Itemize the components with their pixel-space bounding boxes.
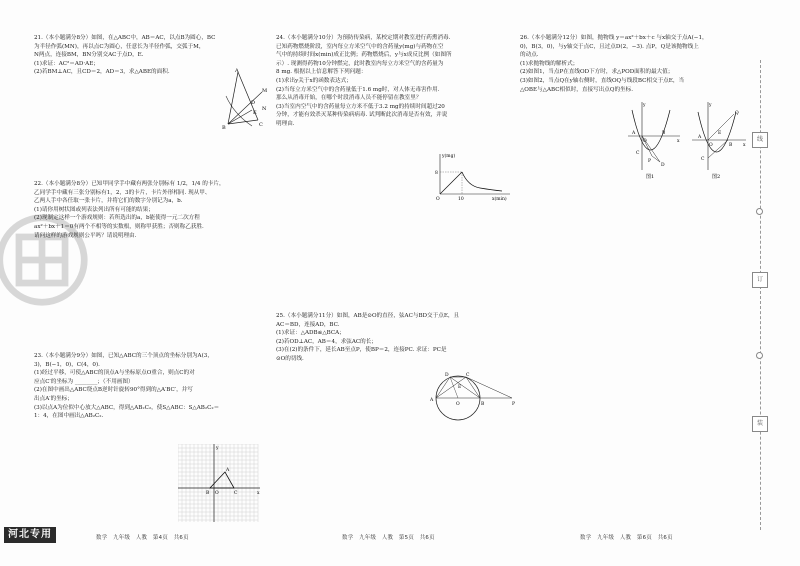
binding-dashed-line: [760, 60, 761, 530]
q26-f1-label: D: [661, 163, 665, 168]
q26-fig2-caption: 图2: [712, 174, 721, 180]
q21-line: 21.（本小题满分8分）如图，在△ABC中，AB＝AC，以点B为圆心，BC: [34, 35, 216, 41]
q26-f1-label: P: [648, 159, 652, 164]
q23-line: (2)在图中画出△ABC绕点B逆时针旋转90°得到的△A′BC′，并写: [34, 387, 193, 394]
q23-label: B: [206, 491, 210, 496]
q21-label: M: [262, 88, 268, 94]
q21-figure: [222, 66, 270, 132]
q26-figure-1: [626, 100, 682, 180]
q24-line: 气中的持续时间x(min)成正比例；药物燃烧后，y与x成反比例（如图所: [276, 52, 452, 59]
q24-line: 分钟，才能有效杀灭某种传染病病毒. 试判断此次消毒是否有效，并说: [276, 112, 448, 119]
q25-label: A: [430, 398, 434, 403]
q23-line: 3)，B(−1，0)，C(4，0).: [34, 361, 100, 368]
binding-mark: 线: [752, 132, 768, 148]
q26-f1-label: A: [632, 131, 636, 136]
q23-line: (1)经过平移，可使△ABC的顶点A与坐标原点O重合，则点C的对: [34, 370, 195, 377]
q24-line: 那么从消毒开始，在哪个时段消毒人员不能停留在教室里？: [276, 95, 422, 102]
q23-line: 应点C′的坐标为 ________；（不用画图）: [34, 378, 134, 385]
q26-f2-label: A: [698, 135, 702, 140]
question-24: [276, 34, 514, 129]
q22-line: 乙两人手中各任取一张卡片，并将它们的数字分别记为a，b.: [34, 198, 183, 205]
question-22: [34, 180, 266, 240]
q24-label: y(mg): [442, 154, 456, 159]
q21-line: 为半径作弧(MN)，再以点C为圆心，任意长为半径作弧，交弧于M，: [34, 43, 205, 50]
q25-label: P: [512, 402, 516, 407]
q23-label: O: [215, 491, 219, 496]
q21-line: N两点，连接BM，BN分别交AC于点D，E.: [34, 52, 144, 59]
binding-mark: 装: [752, 416, 768, 432]
q25-figure: [428, 370, 520, 424]
q22-line: 乙同学手中藏有三张分别标有1，2，3的卡片，卡片外形相同. 现从甲、: [34, 189, 211, 196]
q25-line: ⊙O的切线.: [276, 355, 304, 362]
q22-line: 22.（本小题满分8分）已知甲同学手中藏有两张分别标有 1/2，1/4 的卡片，: [34, 181, 225, 187]
page-footer: 数学 九年级 人教 第6页 共6页: [580, 535, 673, 541]
q25-line: 25.（本小题满分11分）如图，AB是⊙O的直径，弦AC与BD交于点E，且: [276, 313, 460, 319]
q25-label: D: [445, 373, 449, 378]
q21-label: N: [262, 106, 267, 112]
q25-line: (3)在(2)的条件下，延长AB至点P，使BP＝2，连接PC. 求证：PC是: [276, 347, 447, 354]
q21-label: B: [222, 125, 226, 131]
q24-line: 24.（本小题满分10分）为预防传染病，某校定期对教室进行药熏消毒.: [276, 35, 451, 41]
q23-label: C: [234, 491, 238, 496]
q21-label: C: [259, 122, 263, 128]
q24-label: x(min): [492, 197, 507, 202]
q24-line: (3)当室内空气中的含药量每立方米不低于3.2 mg的持续时间超过20: [276, 103, 445, 110]
region-badge: 河北专用: [4, 527, 56, 543]
q23-label: A: [226, 468, 230, 473]
q24-graph: [430, 150, 512, 202]
q21-label: A: [235, 68, 239, 74]
q26-f2-label: B: [729, 143, 733, 148]
q26-f2-label: E: [718, 131, 722, 136]
page-footer: 数学 九年级 人教 第4页 共6页: [96, 535, 189, 541]
q26-f1-label: B: [662, 131, 666, 136]
q24-line: (2)当每立方米空气中的含药量低于1.6 mg时，对人体无毒害作用.: [276, 86, 440, 93]
q24-line: 示）. 现测得药物10分钟燃完，此时教室内每立方米空气的含药量为: [276, 60, 444, 67]
q26-f1-label: y: [643, 103, 646, 108]
q26-f2-label: C: [701, 157, 705, 162]
q26-f1-label: O: [643, 139, 647, 144]
q22-line: ax²＋bx＋1＝0有两个不相等的实数根，则称甲获胜；否则称乙获胜.: [34, 223, 204, 230]
q24-label: O: [436, 197, 440, 202]
q23-line: 出点A′的坐标；: [34, 395, 73, 402]
q22-line: (2)现制定这样一个游戏规则：若所选出的a，b能使得一元二次方程: [34, 215, 200, 222]
q24-line: 已知药物燃烧阶段，室内每立方米空气中的含药量y(mg)与药物在空: [276, 43, 444, 50]
binding-mark: 订: [752, 272, 768, 288]
q26-line: (1)求抛物线的解析式；: [520, 60, 579, 67]
q26-f2-label: x: [743, 143, 746, 148]
q23-label: x: [257, 491, 260, 496]
q24-line: (1)求出y关于x的函数表达式；: [276, 77, 352, 84]
q24-label: 10: [458, 197, 464, 202]
q26-line: 0)，B(3，0)，与y轴交于点C，且过点D(2，−3). 点P，Q是该抛物线上: [520, 43, 699, 50]
q26-line: 的动点.: [520, 52, 539, 59]
q25-label: C: [466, 373, 470, 378]
q23-line: 1：4，在图中画出△AB₂C₂.: [34, 413, 104, 420]
q26-fig1-caption: 图1: [646, 174, 655, 180]
q24-line: 8 mg. 根据以上信息解答下列问题：: [276, 69, 367, 76]
page-footer: 数学 九年级 人教 第5页 共6页: [342, 535, 435, 541]
q26-f1-label: x: [677, 139, 680, 144]
binding-hole-icon: [756, 208, 763, 215]
question-25: [276, 312, 514, 364]
q25-line: (1)求证：△ADB≌△BCA；: [276, 330, 345, 337]
q25-line: AC＝BD，连接AD，BC.: [276, 321, 340, 328]
question-23: [34, 352, 266, 421]
q26-line: (3)如图2，当点Q在y轴右侧时，直线OQ与线段BC相交于点E，当: [520, 77, 685, 84]
q21-label: E: [253, 110, 257, 116]
q25-line: (2)若OD⊥AC，AB＝4，求弦AC的长；: [276, 338, 377, 345]
q26-line: 26.（本小题满分12分）如图，抛物线 y＝ax²＋bx＋c 与x轴交于点A(−1，: [520, 35, 708, 41]
q26-f1-label: C: [636, 151, 640, 156]
question-21: [34, 34, 222, 77]
q21-line: (2)若BM⊥AC，且CD＝2，AD＝3，求△ABE的面积.: [34, 69, 170, 76]
binding-hole-icon: [756, 352, 763, 359]
q22-line: 请问这样的游戏规则公平吗？请说明理由.: [34, 232, 137, 239]
q26-f2-label: Q: [735, 111, 739, 116]
q25-label: O: [456, 402, 460, 407]
q26-line: (2)如图1，当点P在直线OD下方时，求△POD面积的最大值；: [520, 69, 674, 76]
q23-coordinate-grid: [178, 444, 262, 524]
q21-label: D: [251, 100, 256, 106]
q23-label: y: [216, 446, 219, 451]
q21-line: (1)求证：AC²＝AD·AE；: [34, 60, 99, 67]
q25-label: B: [481, 402, 485, 407]
q23-line: 23.（本小题满分9分）如图，已知△ABC的三个顶点的坐标分别为A(3，: [34, 353, 213, 359]
q24-line: 明理由.: [276, 120, 295, 127]
q26-figure-2: [690, 100, 748, 180]
q22-line: (1)请你用树状图或列表法列出所有可能的结果；: [34, 206, 154, 213]
q26-f2-label: y: [709, 103, 712, 108]
q25-label: E: [458, 385, 462, 390]
question-26: [520, 34, 752, 94]
q26-line: △OBE与△ABC相似时，直接写出点Q的坐标.: [520, 86, 634, 93]
q26-f2-label: O: [709, 143, 713, 148]
q23-line: (3)以点A为位似中心放大△ABC，得到△AB₂C₂，使S△ABC：S△AB₂C₂＝: [34, 404, 220, 411]
q24-label: 8: [435, 171, 438, 176]
